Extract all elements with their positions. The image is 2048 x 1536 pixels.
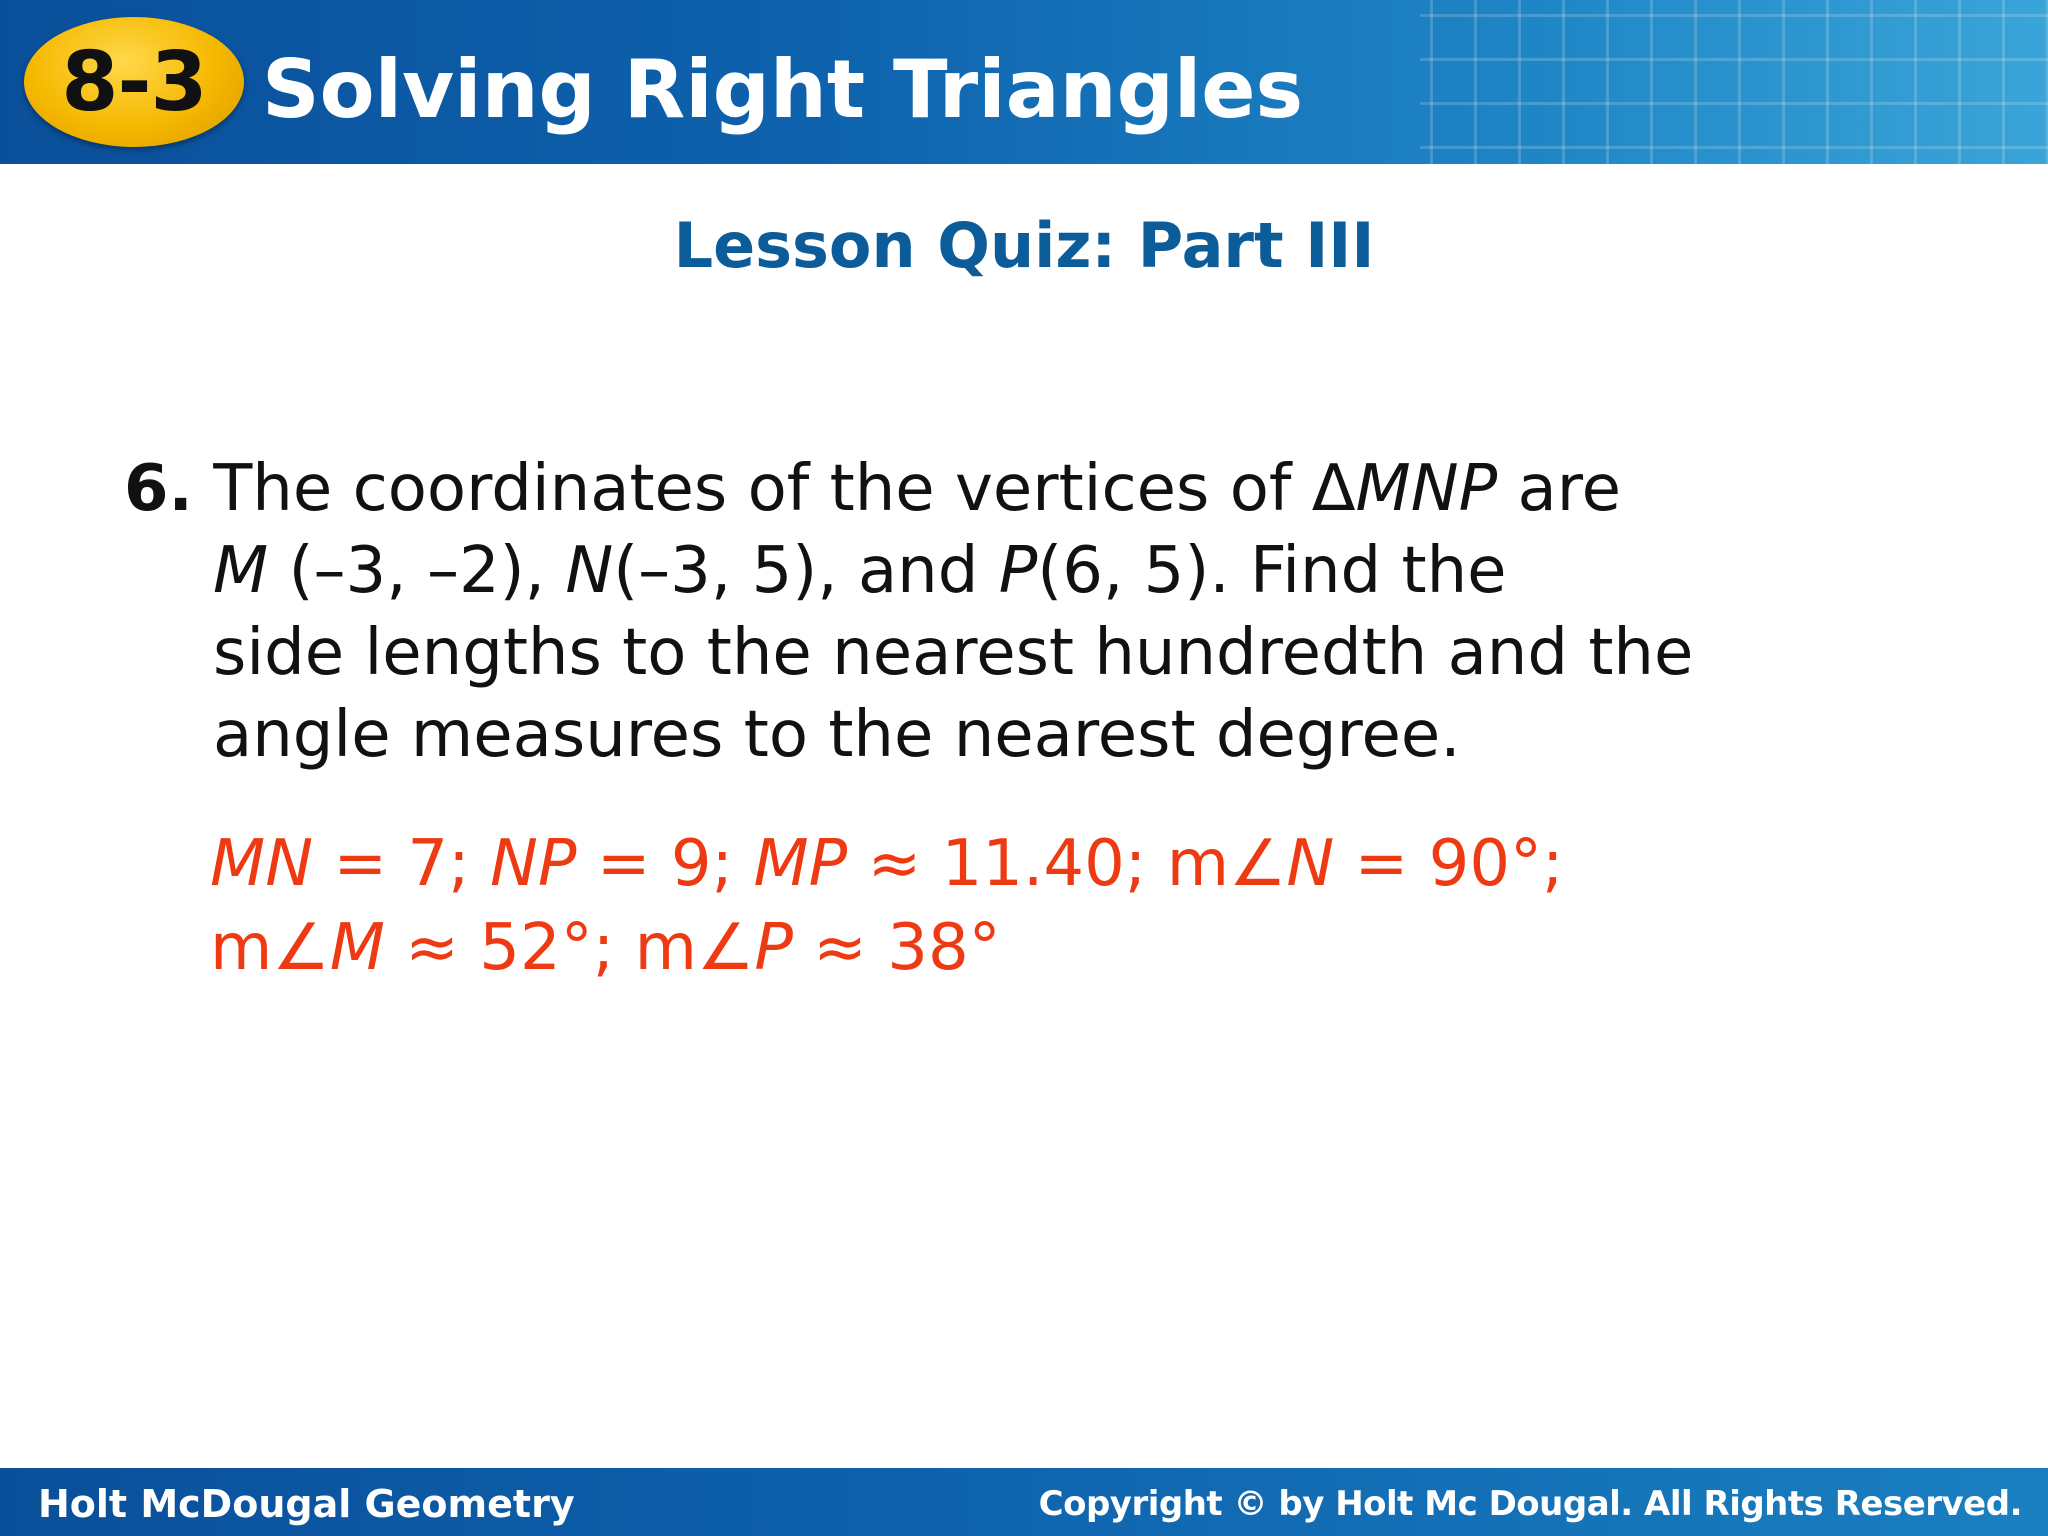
question-line-2 [213, 530, 1507, 612]
answer-line-1 [210, 822, 1564, 906]
footer-bar [0, 1468, 2048, 1536]
question-line-3: side lengths to the nearest hundredth and the [213, 616, 1694, 690]
copyright-notice: Copyright © by Holt Mc Dougal. All Rights Reserved. [1038, 1484, 2022, 1524]
quiz-subtitle-text: Lesson Quiz: Part III [673, 209, 1375, 282]
question-text: (6, 5). Find the [1037, 534, 1507, 608]
question-text: are [1497, 452, 1622, 526]
angle-label: N [1286, 827, 1335, 901]
segment-label: NP [490, 827, 577, 901]
question-text: The coordinates of the vertices of Δ [213, 452, 1356, 526]
answer-text: = 7; [313, 827, 491, 901]
header-grid-pattern [1420, 0, 2048, 164]
triangle-name: MNP [1355, 452, 1498, 526]
segment-label: MP [753, 827, 848, 901]
lesson-title: Solving Right Triangles [262, 43, 1304, 136]
publisher-course: Holt McDougal Geometry [38, 1482, 575, 1526]
answer-text: ≈ 38° [792, 911, 1001, 985]
question-line-4: angle measures to the nearest degree. [213, 698, 1461, 772]
answer-line-2 [210, 906, 1001, 990]
question-line-1 [124, 448, 1621, 530]
vertex-label: P [998, 534, 1038, 608]
quiz-subtitle [0, 208, 2048, 284]
vertex-label: N [565, 534, 614, 608]
answer-text: m∠ [210, 911, 330, 985]
segment-label: MN [210, 827, 314, 901]
lesson-number: 8-3 [61, 34, 207, 130]
header-bar [0, 0, 2048, 164]
answer-text: ≈ 52°; m∠ [384, 911, 755, 985]
answer-text: = 9; [576, 827, 754, 901]
angle-label: M [329, 911, 385, 985]
angle-label: P [754, 911, 793, 985]
question-text: (–3, 5), and [613, 534, 999, 608]
vertex-label: M [213, 534, 269, 608]
question-text: (–3, –2), [268, 534, 566, 608]
answer-text: = 90°; [1334, 827, 1564, 901]
answer-text: ≈ 11.40; m∠ [847, 827, 1287, 901]
question-number: 6. [124, 452, 193, 526]
